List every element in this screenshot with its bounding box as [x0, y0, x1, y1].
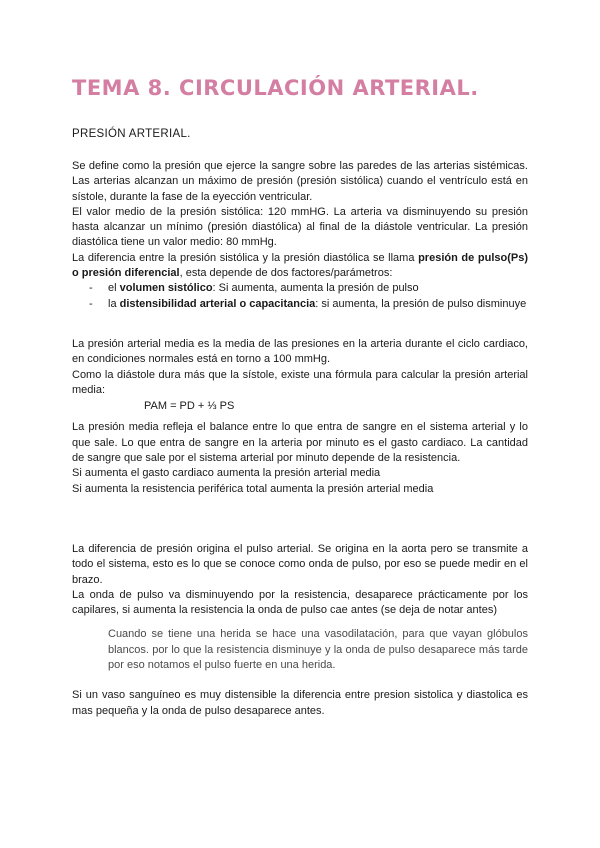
formula: PAM = PD + ⅓ PS: [144, 400, 235, 413]
paragraph-definition: Se define como la presión que ejerce la sangre sobre las paredes de las arterias sistémicas. Las arterias alcanzan un máximo de presión (presión sistólica) cuando el ventrículo está en sístole, durante la fase de la eyección ventricular.: [72, 160, 528, 203]
section-distensibility: [72, 687, 528, 719]
list-item: [72, 281, 528, 296]
list-item: [72, 297, 528, 312]
paragraph-resistance: Si aumenta la resistencia periférica total aumenta la presión arterial media: [72, 482, 434, 495]
pulse-pressure-term: presión de pulso(Ps) o presión diferencial: [72, 251, 528, 280]
pulse-pressure-text-after: , esta depende de dos factores/parámetros:: [179, 267, 393, 280]
paragraph-mean-pressure: La presión arterial media es la media de las presiones en la arteria durante el ciclo cardiaco, en condiciones normales está en torno a 100 mmHg.: [72, 338, 528, 366]
section-mean-pressure: [72, 337, 528, 497]
section-pressure-definition: [72, 159, 528, 312]
list-marker: -: [89, 282, 93, 295]
list-marker: -: [89, 297, 93, 310]
list-item-text-after: : Si aumenta, aumenta la presión de pulso: [212, 282, 419, 295]
paragraph-pulse-pressure: [72, 251, 528, 282]
paragraph-arterial-pulse: La diferencia de presión origina el pulso arterial. Se origina en la aorta pero se transmite a todo el sistema, esto es lo que se conoce como onda de pulso, por eso se puede medir en el brazo.: [72, 543, 528, 586]
paragraph-pulse-wave: La onda de pulso va disminuyendo por la resistencia, desaparece prácticamente por los capilares, si aumenta la resistencia la onda de pulso cae antes (se deja de notar antes): [72, 588, 528, 617]
list-item-text-before: la: [108, 297, 120, 310]
paragraph-cardiac-output: Si aumenta el gasto cardiaco aumenta la presión arterial media: [72, 467, 381, 480]
section-heading: PRESIÓN ARTERIAL.: [72, 128, 191, 140]
paragraph-distensibility: Si un vaso sanguíneo es muy distensible la diferencia entre presion sistolica y diastolica es mas pequeña y la onda de pulso desaparece antes.: [72, 689, 528, 717]
list-item-text-after: : si aumenta, la presión de pulso disminuye: [315, 297, 527, 310]
note-block: Cuando se tiene una herida se hace una vasodilatación, para que vayan glóbulos blancos. por lo que la resistencia disminuye y la onda de pulso desaparece más tarde por eso notamos el pulso fuerte en una herida.: [108, 628, 528, 671]
paragraph-formula-intro: Como la diástole dura más que la sístole, existe una fórmula para calcular la presión arterial media:: [72, 368, 528, 396]
list-item-term: volumen sistólico: [119, 282, 213, 295]
factors-list: [72, 281, 528, 312]
list-item-term: distensibilidad arterial o capacitancia: [119, 297, 316, 310]
page-title: TEMA 8. CIRCULACIÓN ARTERIAL.: [72, 76, 479, 100]
section-pulse-wave: [72, 542, 528, 618]
list-item-text-before: el: [108, 282, 120, 295]
pulse-pressure-text-before: La diferencia entre la presión sistólica y la presión diastólica se llama: [72, 251, 419, 264]
paragraph-balance: La presión media refleja el balance entre lo que entra de sangre en el sistema arterial y lo que sale. Lo que entra de sangre en la arteria por minuto es el gasto cardiaco. La cantidad de sangre que sale por el sistema arterial por minuto depende de la resistencia.: [72, 421, 528, 465]
paragraph-systolic-diastolic: El valor medio de la presión sistólica: 120 mmHG. La arteria va disminuyendo su presión hasta alcanzar un mínimo (presión diastólica) al final de la diástole ventricular. La presión diastólica tiene un valor medio: 80 mmHg.: [72, 205, 528, 249]
